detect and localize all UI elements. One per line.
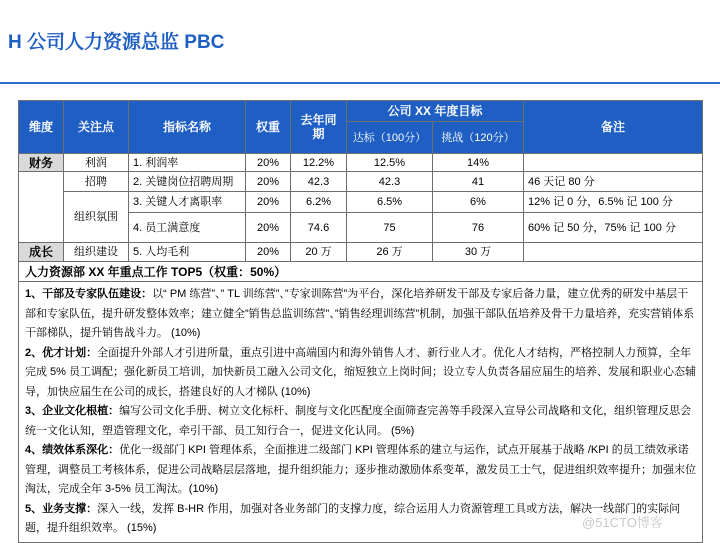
cell-weight: 20% [246, 172, 291, 192]
cell-remark [524, 243, 703, 262]
top5-item-label: 3、企业文化根植： [25, 405, 120, 417]
cell-dimension [19, 172, 64, 243]
header-target-challenge: 挑战（120分） [433, 122, 524, 154]
page-title: H 公司人力资源总监 PBC [8, 32, 225, 53]
cell-weight: 20% [246, 154, 291, 172]
header-target-group: 公司 XX 年度目标 [347, 101, 524, 122]
cell-focus: 利润 [64, 154, 129, 172]
table-row [19, 172, 703, 192]
cell-target-challenge: 30 万 [433, 243, 524, 262]
top5-item-label: 4、绩效体系深化： [25, 444, 120, 456]
cell-last-year: 12.2% [291, 154, 347, 172]
cell-target-pass: 42.3 [347, 172, 433, 192]
cell-dimension: 成长 [19, 243, 64, 262]
cell-target-pass: 12.5% [347, 154, 433, 172]
cell-indicator: 4. 员工满意度 [129, 213, 246, 243]
header-remark: 备注 [524, 101, 703, 154]
top5-title-row [19, 262, 703, 282]
top5-item [25, 441, 696, 500]
top5-body [19, 282, 703, 543]
cell-target-pass: 75 [347, 213, 433, 243]
header-indicator: 指标名称 [129, 101, 246, 154]
header-last-year: 去年同期 [291, 101, 347, 154]
watermark: @51CTO博客 [582, 515, 663, 530]
top5-item-text: 全面提升外部人才引进所量，重点引进中高端国内和海外销售人才、新行业人才。优化人才结构，严格控制人力预算，全年完成 5% 员工调配；强化新员工培训，加快新员工融入公司文化，缩短独立上岗时间；设立专人负责各届应届生的培养、发展和职业心态辅导，加快应届生在公司的成长，搭建良好的人才梯队 (10%) [25, 346, 697, 398]
pbc-table [18, 100, 703, 543]
cell-focus: 组织氛围 [64, 192, 129, 243]
cell-weight: 20% [246, 192, 291, 213]
cell-indicator: 1. 利润率 [129, 154, 246, 172]
top5-item-label: 5、业务支撑： [25, 502, 98, 515]
cell-indicator: 2. 关键岗位招聘周期 [129, 172, 246, 192]
cell-last-year: 42.3 [291, 172, 347, 192]
cell-target-challenge: 14% [433, 154, 524, 172]
top5-item-text: 优化一级部门 KPI 管理体系，全面推进二级部门 KPI 管理体系的建立与运作，试点开展基于战略 /KPI 的员工绩效承诺管理，调整员工考核体系，促进公司战略层层落地，提升组织能力；逐步推动激励体系变革，激发员工士气，促进组织效率提升；加强末位淘汰，完成全年 3-5% 员工淘汰。(10%) [25, 444, 696, 495]
cell-remark: 60% 记 50 分，75% 记 100 分 [524, 213, 703, 243]
title-underline [0, 82, 720, 84]
cell-target-pass: 6.5% [347, 192, 433, 213]
cell-indicator: 3. 关键人才离职率 [129, 192, 246, 213]
header-focus: 关注点 [64, 101, 129, 154]
table-header-row [19, 101, 703, 122]
top5-body-row [19, 282, 703, 543]
top5-item-label: 2、优才计划： [25, 346, 98, 359]
top5-item [25, 344, 696, 403]
cell-focus: 招聘 [64, 172, 129, 192]
top5-item [25, 285, 696, 344]
cell-last-year: 20 万 [291, 243, 347, 262]
cell-indicator: 5. 人均毛利 [129, 243, 246, 262]
table-row [19, 243, 703, 262]
top5-item-text: 深入一线，发挥 B-HR 作用，加强对各业务部门的支撑力度，综合运用人力资源管理工具或方法，解决一线部门的实际问题，提升组织效率。 (15%) [25, 502, 681, 534]
cell-remark: 46 天记 80 分 [524, 172, 703, 192]
table-row [19, 154, 703, 172]
top5-item [25, 402, 696, 441]
cell-last-year: 74.6 [291, 213, 347, 243]
cell-weight: 20% [246, 213, 291, 243]
top5-item-text: 以“ PM 练营”、” TL 训练营”、”专家训陈营”为平台，深化培养研发干部及专家后备力量，建立优秀的研发中基层干部和专家队伍，提升研发整体效率；建立健全”销售总监训练营”、”销售经理训练营”机制，加强干部队伍培养及骨干力量培养，充实营销体系干部梯队，提升销售战斗力。 (10%) [25, 288, 695, 339]
cell-target-pass: 26 万 [347, 243, 433, 262]
cell-remark [524, 154, 703, 172]
header-target-pass: 达标（100分） [347, 122, 433, 154]
table-row [19, 192, 703, 213]
cell-dimension: 财务 [19, 154, 64, 172]
cell-last-year: 6.2% [291, 192, 347, 213]
top5-item-label: 1、干部及专家队伍建设： [25, 288, 153, 300]
header-weight: 权重 [246, 101, 291, 154]
cell-target-challenge: 41 [433, 172, 524, 192]
cell-weight: 20% [246, 243, 291, 262]
cell-target-challenge: 76 [433, 213, 524, 243]
cell-remark: 12% 记 0 分，6.5% 记 100 分 [524, 192, 703, 213]
cell-focus: 组织建设 [64, 243, 129, 262]
top5-title: 人力资源部 XX 年重点工作 TOP5（权重：50%） [19, 262, 703, 282]
header-dimension: 维度 [19, 101, 64, 154]
cell-target-challenge: 6% [433, 192, 524, 213]
top5-item-text: 编写公司文化手册、树立文化标杆、制度与文化匹配度全面筛查完善等手段深入宣导公司战略和文化，组织管理反思会统一文化认知，塑造管理文化，牵引干部、员工知行合一，促进文化认同。 (5%) [25, 405, 692, 437]
